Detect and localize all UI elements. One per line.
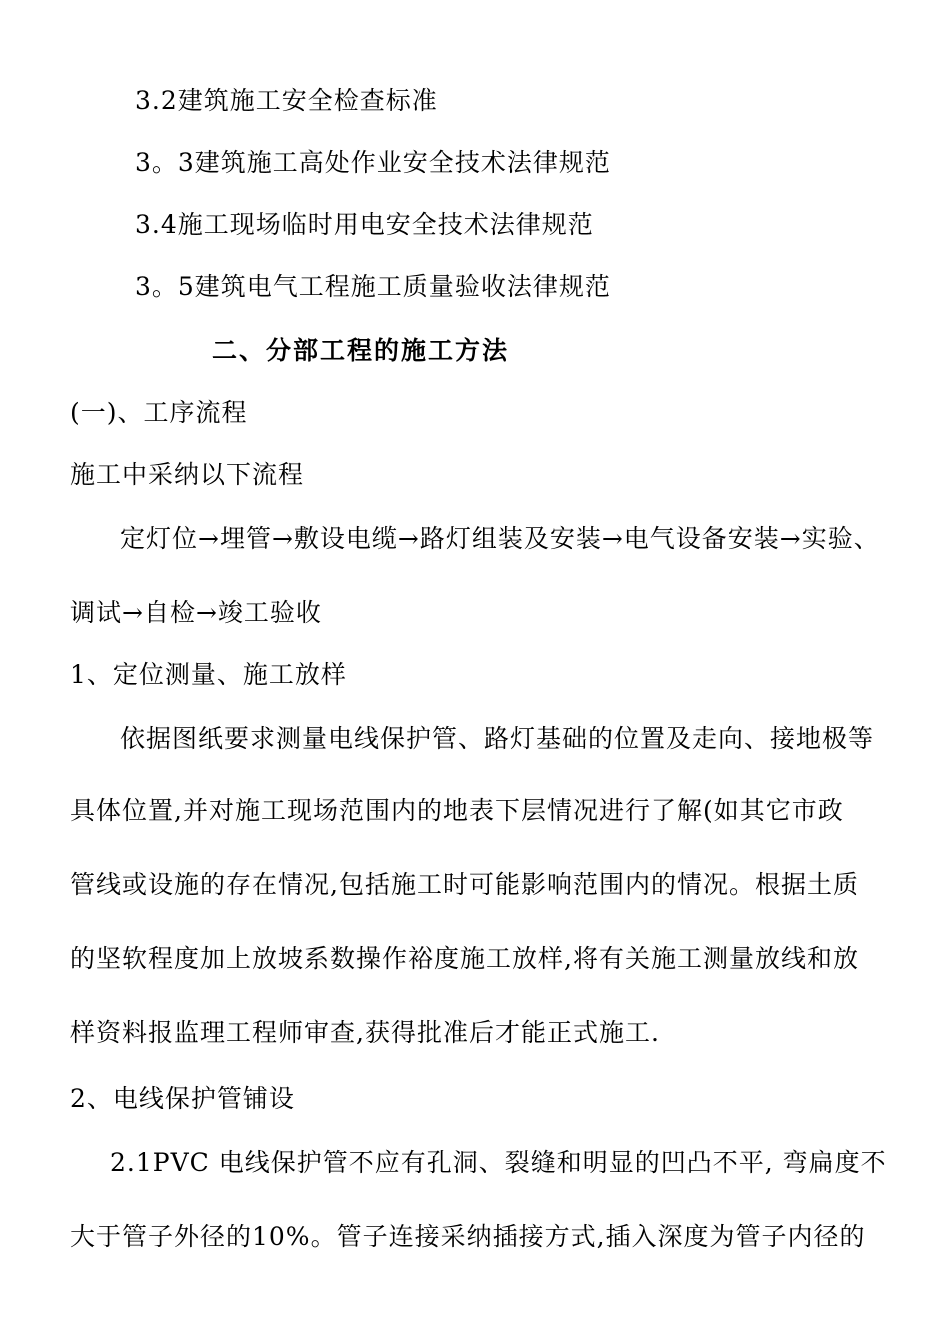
flow-line-1: 定灯位→埋管→敷设电缆→路灯组装及安装→电气设备安装→实验、 [120, 524, 880, 553]
toc-item-3-2: 3.2建筑施工安全检查标准 [135, 86, 438, 115]
section-title: 二、分部工程的施工方法 [212, 336, 510, 365]
toc-item-3-5: 3。5建筑电气工程施工质量验收法律规范 [135, 272, 611, 301]
item1-para-line: 管线或设施的存在情况,包括施工时可能影响范围内的情况。根据土质 [70, 870, 859, 899]
item2-title: 2、电线保护管铺设 [70, 1084, 295, 1113]
item1-para-line: 的坚软程度加上放坡系数操作裕度施工放样,将有关施工测量放线和放 [70, 944, 859, 973]
item1-para-line: 样资料报监理工程师审查,获得批准后才能正式施工. [70, 1018, 660, 1047]
item1-para-line: 具体位置,并对施工现场范围内的地表下层情况进行了解(如其它市政 [70, 796, 844, 825]
toc-item-3-3: 3。3建筑施工高处作业安全技术法律规范 [135, 148, 611, 177]
item1-title: 1、定位测量、施工放样 [70, 660, 347, 689]
item1-para-line: 依据图纸要求测量电线保护管、路灯基础的位置及走向、接地极等 [120, 724, 875, 753]
intro-text: 施工中采纳以下流程 [70, 460, 305, 489]
toc-item-3-4: 3.4施工现场临时用电安全技术法律规范 [135, 210, 594, 239]
flow-line-2: 调试→自检→竣工验收 [70, 598, 322, 627]
item2-para-line: 2.1PVC 电线保护管不应有孔洞、裂缝和明显的凹凸不平, 弯扁度不 [110, 1148, 887, 1177]
item2-para-line: 大于管子外径的10%。管子连接采纳插接方式,插入深度为管子内径的 [70, 1222, 866, 1251]
sub-title: (一)、工序流程 [70, 398, 248, 427]
